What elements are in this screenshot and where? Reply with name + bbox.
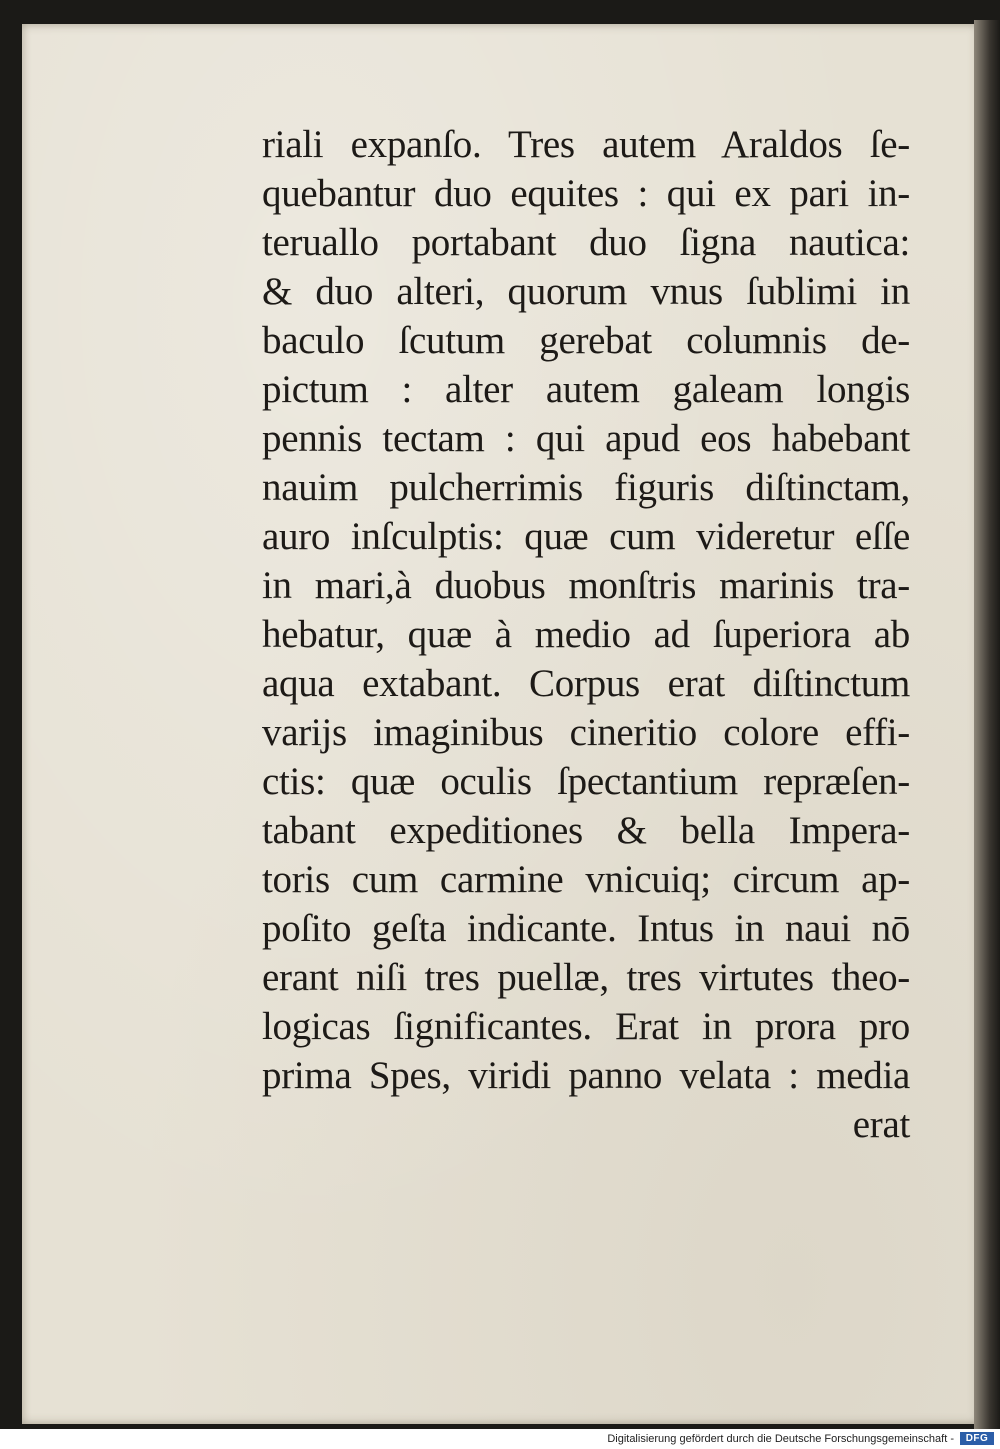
- text-line: pennis tectam : qui apud eos habebant: [262, 417, 910, 460]
- digitization-footer: [0, 1429, 1000, 1449]
- text-line: erant niſi tres puellæ, tres virtutes theo-: [262, 956, 910, 999]
- text-line: ctis: quæ oculis ſpectantium repræſen-: [262, 760, 910, 803]
- text-line: auro inſculptis: quæ cum videretur eſſe: [262, 515, 910, 558]
- page-text: [262, 120, 910, 1149]
- text-line: logicas ſignificantes. Erat in prora pro: [262, 1005, 910, 1048]
- catchword: erat: [852, 1103, 910, 1146]
- text-line: in mari,à duobus monſtris marinis tra-: [262, 564, 910, 607]
- book-spine-edge: [974, 20, 1000, 1430]
- text-line: nauim pulcherrimis figuris diſtinctam,: [262, 466, 910, 509]
- text-line: toris cum carmine vnicuiq; circum ap-: [262, 858, 910, 901]
- text-line: hebatur, quæ à medio ad ſuperiora ab: [262, 613, 910, 656]
- text-line: aqua extabant. Corpus erat diſtinctum: [262, 662, 910, 705]
- text-line: varijs imaginibus cineritio colore effi-: [262, 711, 910, 754]
- text-line: pictum : alter autem galeam longis: [262, 368, 910, 411]
- text-line: tabant expeditiones & bella Impera-: [262, 809, 910, 852]
- dfg-logo-icon: DFG: [960, 1432, 994, 1445]
- text-line: riali expanſo. Tres autem Araldos ſe-: [262, 123, 910, 166]
- text-line: quebantur duo equites : qui ex pari in-: [262, 172, 910, 215]
- text-line: baculo ſcutum gerebat columnis de-: [262, 319, 910, 362]
- text-line: poſito geſta indicante. Intus in naui nō: [262, 907, 910, 950]
- text-line: teruallo portabant duo ſigna nautica:: [262, 221, 910, 264]
- text-line: prima Spes, viridi panno velata : media: [262, 1054, 910, 1097]
- funding-notice: Digitalisierung gefördert durch die Deutsche Forschungsgemeinschaft -: [607, 1433, 954, 1445]
- text-line: & duo alteri, quorum vnus ſublimi in: [262, 270, 910, 313]
